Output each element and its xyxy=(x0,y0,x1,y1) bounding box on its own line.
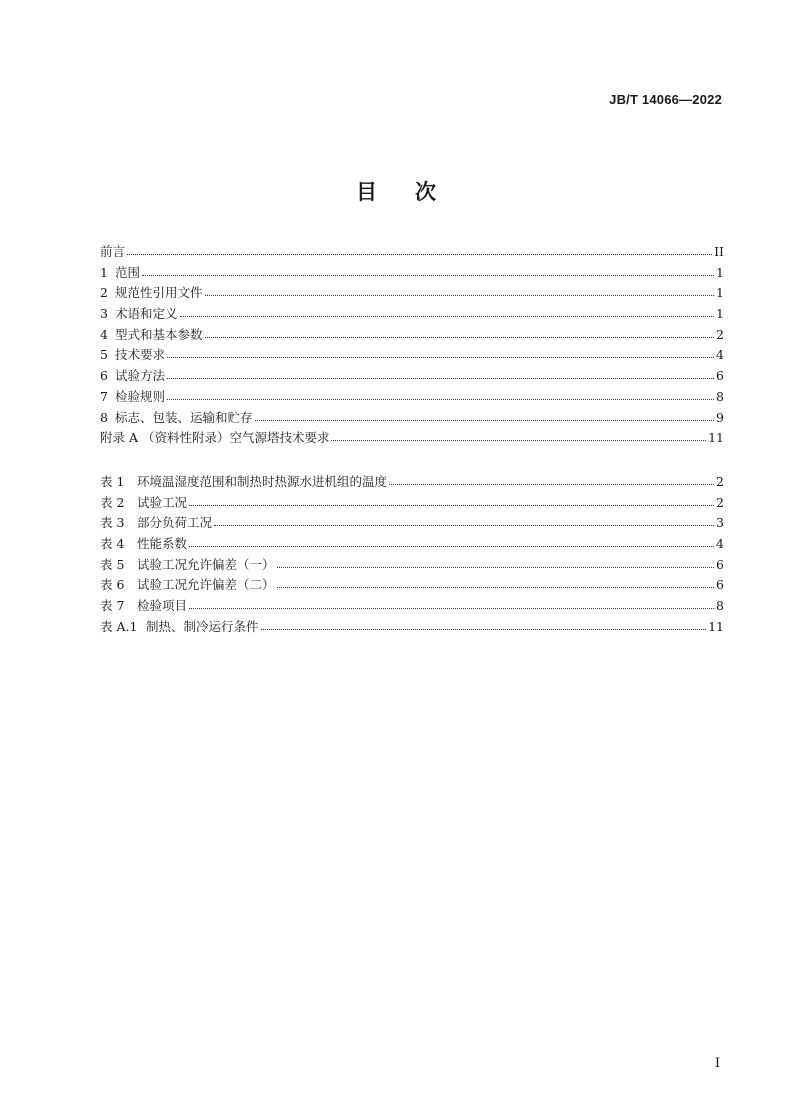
dot-leader xyxy=(277,577,714,589)
toc-table-number: 表 4 xyxy=(100,536,125,552)
toc-entry-label: 前言 xyxy=(100,244,126,259)
dot-leader xyxy=(205,327,714,339)
toc-entry-page: 8 xyxy=(716,388,724,404)
toc-tables xyxy=(100,472,724,638)
dot-leader xyxy=(205,285,714,297)
toc-entry-annex-a[interactable] xyxy=(100,428,724,449)
toc-entry-page: 11 xyxy=(708,430,724,446)
toc-entry-number: 6 xyxy=(100,368,108,384)
toc-entry-number: 7 xyxy=(100,388,108,404)
toc-entry-inspection-rules[interactable] xyxy=(100,387,724,408)
toc-table-number: 表 7 xyxy=(100,598,125,614)
toc-table-page: 2 xyxy=(716,474,724,489)
toc-table-label: 部分负荷工况 xyxy=(137,515,213,531)
toc-entry-marking-packaging[interactable] xyxy=(100,408,724,429)
toc-table-label: 试验工况允许偏差（一） xyxy=(137,556,275,572)
toc-table-number: 表 3 xyxy=(100,515,125,531)
dot-leader xyxy=(389,474,714,486)
toc-table-entry[interactable] xyxy=(100,472,724,493)
toc-entry-normative-references[interactable] xyxy=(100,283,724,304)
toc-table-label: 制热、制冷运行条件 xyxy=(146,618,259,634)
toc-table-page: 3 xyxy=(716,515,724,531)
toc-entry-number: 2 xyxy=(100,285,108,301)
toc-entry-number: 3 xyxy=(100,306,108,322)
page-number: I xyxy=(714,1056,720,1071)
dot-leader xyxy=(189,536,714,548)
dot-leader xyxy=(277,557,714,569)
toc-entry-number: 4 xyxy=(100,326,108,342)
page-title: 目次 xyxy=(356,180,474,204)
toc-table-label: 环境温湿度范围和制热时热源水进机组的温度 xyxy=(137,474,388,489)
toc-entry-page: 1 xyxy=(716,264,724,280)
dot-leader xyxy=(255,410,714,422)
dot-leader xyxy=(142,265,714,277)
toc-table-number: 表 1 xyxy=(100,474,125,489)
toc-table-page: 6 xyxy=(716,577,724,593)
toc-table-entry[interactable] xyxy=(100,493,724,514)
toc-entry-label: 标志、包装、运输和贮存 xyxy=(115,409,253,425)
toc-entry-page: II xyxy=(714,244,724,259)
standard-code: JB/T 14066—2022 xyxy=(609,92,722,107)
toc-table-page: 6 xyxy=(716,556,724,572)
toc-entry-label: 范围 xyxy=(115,264,141,280)
toc-table-page: 8 xyxy=(716,598,724,614)
toc-entry-label: 检验规则 xyxy=(115,388,166,404)
toc-table-entry[interactable] xyxy=(100,617,724,638)
dot-leader xyxy=(127,244,712,256)
toc-entry-label: 型式和基本参数 xyxy=(115,326,203,342)
toc-table-label: 试验工况允许偏差（二） xyxy=(137,577,275,593)
dot-leader xyxy=(189,598,714,610)
toc-table-number: 表 A.1 xyxy=(100,618,138,634)
dot-leader xyxy=(214,515,714,527)
toc-entry-technical-requirements[interactable] xyxy=(100,345,724,366)
toc-entry-page: 4 xyxy=(716,347,724,363)
toc-entry-test-methods[interactable] xyxy=(100,366,724,387)
dot-leader xyxy=(167,347,714,359)
toc-table-entry[interactable] xyxy=(100,534,724,555)
toc-entry-scope[interactable] xyxy=(100,263,724,284)
toc-table-page: 2 xyxy=(716,494,724,510)
toc-entry-label: 规范性引用文件 xyxy=(115,285,203,301)
toc-table-entry[interactable] xyxy=(100,513,724,534)
toc-entry-number: 8 xyxy=(100,409,108,425)
toc-table-page: 4 xyxy=(716,536,724,552)
dot-leader xyxy=(189,495,714,507)
dot-leader xyxy=(331,430,706,442)
toc-entry-terms[interactable] xyxy=(100,304,724,325)
toc-entry-foreword[interactable] xyxy=(100,242,724,263)
toc-entry-label: 附录 A （资料性附录）空气源塔技术要求 xyxy=(100,430,330,446)
toc-entry-page: 1 xyxy=(716,285,724,301)
toc-entry-page: 6 xyxy=(716,368,724,384)
toc-table-entry[interactable] xyxy=(100,596,724,617)
toc-table-label: 试验工况 xyxy=(137,494,188,510)
toc-table-number: 表 5 xyxy=(100,556,125,572)
toc-entry-page: 1 xyxy=(716,306,724,322)
toc-table-label: 性能系数 xyxy=(137,536,188,552)
toc-table-number: 表 6 xyxy=(100,577,125,593)
toc-entry-label: 术语和定义 xyxy=(115,306,178,322)
toc-entry-number: 5 xyxy=(100,347,108,363)
toc-table-entry[interactable] xyxy=(100,575,724,596)
toc-entry-label: 试验方法 xyxy=(115,368,166,384)
toc-entry-page: 9 xyxy=(716,409,724,425)
dot-leader xyxy=(261,619,707,631)
toc-entry-number: 1 xyxy=(100,264,108,280)
toc-entry-page: 2 xyxy=(716,326,724,342)
dot-leader xyxy=(167,389,714,401)
toc-table-label: 检验项目 xyxy=(137,598,188,614)
toc-table-entry[interactable] xyxy=(100,555,724,576)
toc-sections xyxy=(100,242,724,449)
toc-table-number: 表 2 xyxy=(100,494,125,510)
dot-leader xyxy=(167,368,714,380)
dot-leader xyxy=(180,306,714,318)
toc-entry-label: 技术要求 xyxy=(115,347,166,363)
toc-table-page: 11 xyxy=(708,618,724,634)
toc-entry-types-parameters[interactable] xyxy=(100,325,724,346)
